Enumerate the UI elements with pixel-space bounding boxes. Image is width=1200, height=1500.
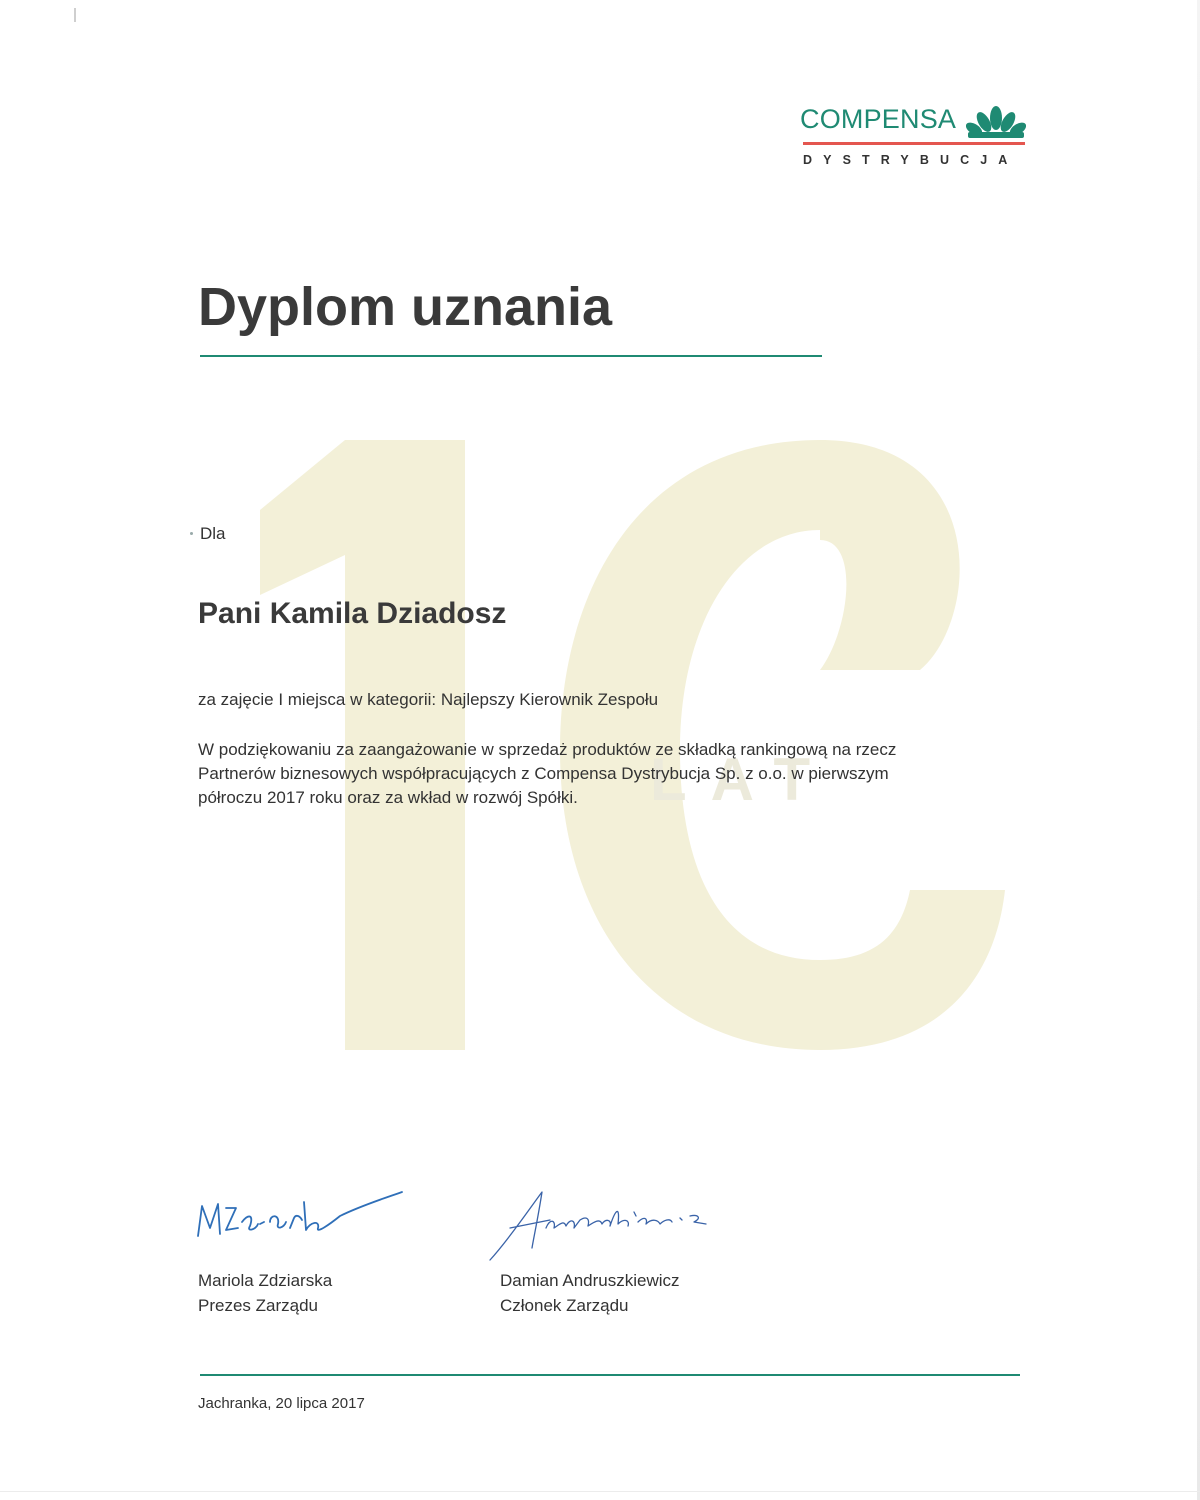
signatory-role: Członek Zarządu — [500, 1296, 629, 1315]
diploma-title: Dyplom uznania — [198, 277, 613, 337]
signatory-name: Mariola Zdziarska — [198, 1271, 333, 1290]
signatory-name: Damian Andruszkiewicz — [500, 1271, 680, 1290]
recipient-name: Pani Kamila Dziadosz — [198, 597, 507, 630]
description-line: Partnerów biznesowych współpracujących z Compensa Dystrybucja Sp. z o.o. w pierwszym — [198, 764, 889, 783]
scan-dot — [190, 532, 193, 535]
title-divider — [200, 355, 822, 357]
signatory-role: Prezes Zarządu — [198, 1296, 318, 1315]
signature-andruszkiewicz — [480, 1188, 740, 1263]
compensa-logo — [800, 104, 1030, 174]
watermark-lat-text: LAT — [650, 746, 835, 813]
signature-mzdziarska — [190, 1188, 410, 1248]
shell-icon — [966, 104, 1026, 140]
description-line: półroczu 2017 roku oraz za wkład w rozwój Spółki. — [198, 788, 578, 807]
scan-mark — [74, 8, 76, 22]
footer-divider — [200, 1374, 1020, 1376]
award-description — [198, 738, 978, 810]
for-label: Dla — [200, 524, 226, 543]
logo-red-rule — [803, 142, 1025, 145]
description-line: W podziękowaniu za zaangażowanie w sprzedaż produktów ze składką rankingową na rzecz — [198, 740, 897, 759]
scan-edge-bottom — [0, 1491, 1200, 1492]
logo-brand: COMPENSA — [800, 104, 957, 134]
place-and-date: Jachranka, 20 lipca 2017 — [198, 1395, 365, 1412]
award-category: za zajęcie I miejsca w kategorii: Najlepszy Kierownik Zespołu — [198, 690, 659, 709]
logo-subtitle: DYSTRYBUCJA — [803, 153, 1019, 167]
